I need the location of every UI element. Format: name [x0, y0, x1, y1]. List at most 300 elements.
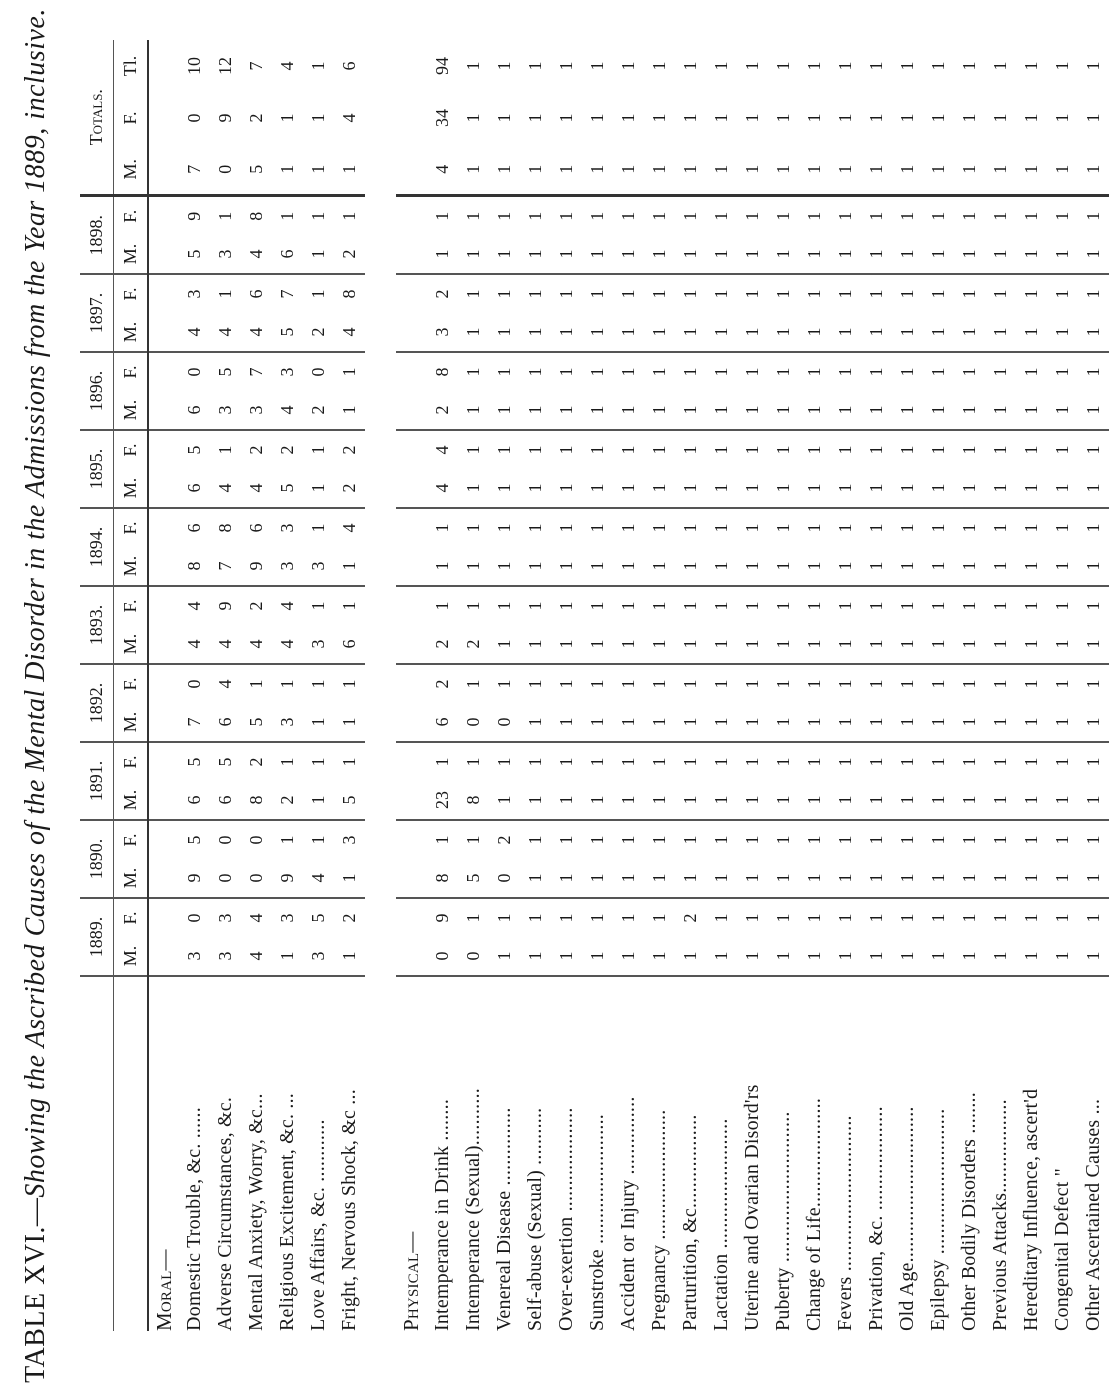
- value-cell: 5: [241, 144, 272, 196]
- value-cell: 1: [711, 289, 731, 299]
- value-cell: 3: [241, 391, 272, 430]
- value-cell: 0: [427, 937, 458, 976]
- value-cell: 1: [649, 913, 669, 923]
- table-head: [80, 40, 148, 1331]
- value-cell: 3: [303, 625, 334, 664]
- value-cell: 1: [525, 113, 545, 123]
- value-cell: 1: [768, 781, 799, 820]
- value-cell: 1: [1078, 859, 1109, 898]
- value-cell: 1: [737, 703, 768, 742]
- value-cell: 1: [1021, 679, 1041, 689]
- value-cell: 1: [489, 313, 520, 352]
- corner-cell-lower: [114, 976, 149, 1331]
- value-cell: 1: [830, 625, 861, 664]
- year-header: 1896.: [80, 352, 114, 430]
- value-cell: 7: [246, 61, 266, 71]
- empty-cell: [396, 937, 427, 976]
- value-cell: 1: [1021, 211, 1041, 221]
- value-cell: 4: [303, 859, 334, 898]
- value-cell: 34: [432, 109, 452, 127]
- value-cell: 1: [1083, 61, 1103, 71]
- value-cell: 1: [644, 703, 675, 742]
- total-female-header: F.: [114, 92, 149, 144]
- value-cell: 1: [830, 144, 861, 196]
- empty-cell: [148, 742, 179, 781]
- value-cell: 2: [432, 289, 452, 299]
- value-cell: 1: [706, 235, 737, 274]
- group-heading: Physical—: [399, 1231, 423, 1331]
- value-cell: 1: [1021, 523, 1041, 533]
- group-heading-row: [396, 40, 427, 1331]
- value-cell: 1: [954, 391, 985, 430]
- table-row: [737, 40, 768, 1331]
- value-cell: 1: [799, 144, 830, 196]
- value-cell: 4: [339, 523, 359, 533]
- year-header: 1890.: [80, 820, 114, 898]
- value-cell: 1: [830, 703, 861, 742]
- empty-cell: [396, 196, 427, 235]
- value-cell: 1: [520, 469, 551, 508]
- value-cell: 1: [520, 391, 551, 430]
- empty-cell: [148, 196, 179, 235]
- value-cell: 1: [799, 235, 830, 274]
- value-cell: 4: [272, 391, 303, 430]
- value-cell: 1: [525, 289, 545, 299]
- value-cell: 1: [711, 679, 731, 689]
- value-cell: 1: [587, 679, 607, 689]
- value-cell: 1: [618, 757, 638, 767]
- value-cell: 5: [184, 835, 204, 845]
- value-cell: 1: [928, 367, 948, 377]
- value-cell: 1: [706, 859, 737, 898]
- female-header: F.: [114, 352, 149, 391]
- table-row: [861, 40, 892, 1331]
- value-cell: 1: [1083, 211, 1103, 221]
- value-cell: 1: [556, 523, 576, 533]
- value-cell: 4: [179, 625, 210, 664]
- value-cell: 0: [210, 144, 241, 196]
- value-cell: 1: [706, 937, 737, 976]
- value-cell: 0: [458, 703, 489, 742]
- value-cell: 1: [706, 625, 737, 664]
- value-cell: 1: [928, 679, 948, 689]
- value-cell: 6: [210, 703, 241, 742]
- value-cell: 1: [773, 757, 793, 767]
- value-cell: 1: [804, 367, 824, 377]
- value-cell: 1: [1078, 781, 1109, 820]
- value-cell: 2: [246, 113, 266, 123]
- cause-label: Privation, &c. ....................: [865, 1106, 887, 1331]
- value-cell: 6: [179, 781, 210, 820]
- value-cell: 1: [308, 61, 328, 71]
- value-cell: 1: [1016, 937, 1047, 976]
- value-cell: 2: [272, 781, 303, 820]
- value-cell: 1: [644, 235, 675, 274]
- value-cell: 6: [210, 781, 241, 820]
- value-cell: 9: [179, 859, 210, 898]
- value-cell: 1: [768, 144, 799, 196]
- empty-cell: [396, 742, 427, 781]
- value-cell: 1: [861, 144, 892, 196]
- value-cell: 1: [835, 113, 855, 123]
- value-cell: 1: [587, 913, 607, 923]
- value-cell: 1: [897, 289, 917, 299]
- value-cell: 1: [830, 313, 861, 352]
- table-row: [644, 40, 675, 1331]
- table-row: [1016, 40, 1047, 1331]
- value-cell: 1: [835, 289, 855, 299]
- value-cell: 3: [272, 703, 303, 742]
- value-cell: 1: [861, 859, 892, 898]
- value-cell: 1: [737, 391, 768, 430]
- value-cell: 1: [928, 757, 948, 767]
- value-cell: 1: [1047, 625, 1078, 664]
- value-cell: 5: [184, 757, 204, 767]
- value-cell: 1: [525, 61, 545, 71]
- value-cell: 1: [334, 703, 365, 742]
- empty-cell: [148, 144, 179, 196]
- value-cell: 1: [308, 523, 328, 533]
- empty-cell: [396, 547, 427, 586]
- value-cell: 1: [303, 235, 334, 274]
- causes-table: [80, 40, 1109, 1331]
- value-cell: 1: [308, 757, 328, 767]
- value-cell: 1: [773, 61, 793, 71]
- value-cell: 1: [215, 211, 235, 221]
- value-cell: 2: [303, 391, 334, 430]
- value-cell: 9: [215, 113, 235, 123]
- value-cell: 1: [308, 113, 328, 123]
- value-cell: 1: [923, 625, 954, 664]
- value-cell: 1: [680, 757, 700, 767]
- table-row: [582, 40, 613, 1331]
- empty-cell: [396, 274, 427, 313]
- value-cell: 1: [432, 523, 452, 533]
- value-cell: 1: [830, 781, 861, 820]
- value-cell: 1: [928, 289, 948, 299]
- female-header: F.: [114, 742, 149, 781]
- value-cell: 4: [277, 61, 297, 71]
- value-cell: 1: [272, 937, 303, 976]
- value-cell: 1: [799, 313, 830, 352]
- value-cell: 1: [773, 835, 793, 845]
- value-cell: 1: [649, 601, 669, 611]
- value-cell: 1: [990, 211, 1010, 221]
- value-cell: 3: [184, 289, 204, 299]
- value-cell: 1: [990, 445, 1010, 455]
- value-cell: 1: [618, 523, 638, 533]
- value-cell: 2: [339, 445, 359, 455]
- value-cell: 1: [649, 679, 669, 689]
- cause-label: Hereditary Influence, ascert'd: [1020, 1088, 1042, 1331]
- value-cell: 1: [613, 391, 644, 430]
- value-cell: 6: [179, 469, 210, 508]
- value-cell: 1: [432, 835, 452, 845]
- value-cell: 1: [649, 367, 669, 377]
- value-cell: 5: [184, 445, 204, 455]
- cause-label: Uterine and Ovarian Disord'rs: [741, 1084, 763, 1331]
- value-cell: 1: [551, 859, 582, 898]
- value-cell: 1: [675, 625, 706, 664]
- year-header: 1898.: [80, 196, 114, 274]
- value-cell: 1: [804, 757, 824, 767]
- value-cell: 1: [551, 625, 582, 664]
- value-cell: 8: [241, 781, 272, 820]
- value-cell: 1: [551, 469, 582, 508]
- value-cell: 2: [427, 391, 458, 430]
- value-cell: 1: [799, 547, 830, 586]
- empty-cell: [396, 625, 427, 664]
- value-cell: 2: [246, 757, 266, 767]
- value-cell: 1: [525, 835, 545, 845]
- value-cell: 1: [525, 523, 545, 533]
- value-cell: 1: [1052, 289, 1072, 299]
- value-cell: 1: [892, 144, 923, 196]
- value-cell: 1: [959, 113, 979, 123]
- value-cell: 1: [587, 523, 607, 533]
- gap-cell: [365, 40, 396, 1331]
- table-row: [954, 40, 985, 1331]
- value-cell: 1: [1078, 144, 1109, 196]
- value-cell: 1: [618, 601, 638, 611]
- cause-label: Previous Attacks..................: [989, 1099, 1011, 1331]
- table-row: [830, 40, 861, 1331]
- value-cell: 1: [525, 757, 545, 767]
- sex-header-row: [114, 40, 149, 1331]
- table-row: [1078, 40, 1109, 1331]
- value-cell: 1: [897, 113, 917, 123]
- value-cell: 1: [618, 835, 638, 845]
- value-cell: 4: [334, 313, 365, 352]
- value-cell: 1: [551, 144, 582, 196]
- value-cell: 1: [587, 757, 607, 767]
- value-cell: 1: [277, 835, 297, 845]
- value-cell: 1: [1083, 289, 1103, 299]
- value-cell: 1: [618, 913, 638, 923]
- value-cell: 6: [427, 703, 458, 742]
- value-cell: 1: [954, 547, 985, 586]
- value-cell: 6: [246, 289, 266, 299]
- value-cell: 1: [923, 859, 954, 898]
- cause-label: Religious Excitement, &c. ...: [276, 1093, 298, 1331]
- value-cell: 1: [494, 601, 514, 611]
- empty-cell: [148, 937, 179, 976]
- value-cell: 1: [928, 211, 948, 221]
- value-cell: 1: [954, 781, 985, 820]
- table-row: [210, 40, 241, 1331]
- value-cell: 3: [215, 913, 235, 923]
- value-cell: 1: [742, 757, 762, 767]
- value-cell: 1: [892, 781, 923, 820]
- value-cell: 1: [711, 757, 731, 767]
- value-cell: 0: [308, 367, 328, 377]
- value-cell: 8: [215, 523, 235, 533]
- value-cell: 1: [897, 679, 917, 689]
- value-cell: 1: [680, 61, 700, 71]
- value-cell: 1: [587, 211, 607, 221]
- value-cell: 1: [768, 625, 799, 664]
- value-cell: 1: [892, 235, 923, 274]
- value-cell: 4: [241, 313, 272, 352]
- cause-label: Epilepsy ............................: [927, 1108, 949, 1331]
- value-cell: 1: [334, 144, 365, 196]
- table-caption: [20, 0, 52, 1391]
- empty-cell: [396, 430, 427, 469]
- value-cell: 1: [494, 757, 514, 767]
- value-cell: 1: [742, 679, 762, 689]
- value-cell: 1: [1047, 781, 1078, 820]
- value-cell: 1: [861, 547, 892, 586]
- value-cell: 1: [675, 313, 706, 352]
- table-row: [489, 40, 520, 1331]
- value-cell: 1: [427, 235, 458, 274]
- value-cell: 4: [427, 144, 458, 196]
- value-cell: 1: [215, 445, 235, 455]
- value-cell: 1: [768, 547, 799, 586]
- value-cell: 1: [954, 937, 985, 976]
- table-row: [799, 40, 830, 1331]
- value-cell: 1: [959, 211, 979, 221]
- value-cell: 1: [618, 445, 638, 455]
- value-cell: 1: [680, 211, 700, 221]
- value-cell: 1: [494, 679, 514, 689]
- value-cell: 2: [339, 913, 359, 923]
- value-cell: 1: [494, 211, 514, 221]
- value-cell: 4: [427, 469, 458, 508]
- year-header-row: [80, 40, 114, 1331]
- value-cell: 1: [866, 367, 886, 377]
- value-cell: 1: [892, 937, 923, 976]
- value-cell: 6: [334, 625, 365, 664]
- value-cell: 1: [742, 367, 762, 377]
- value-cell: 1: [551, 547, 582, 586]
- value-cell: 1: [494, 61, 514, 71]
- value-cell: 1: [985, 391, 1016, 430]
- female-header: F.: [114, 820, 149, 859]
- value-cell: 1: [773, 367, 793, 377]
- value-cell: 1: [923, 469, 954, 508]
- value-cell: 1: [649, 113, 669, 123]
- value-cell: 1: [489, 547, 520, 586]
- cause-label: Change of Life.....................: [803, 1097, 825, 1331]
- empty-cell: [148, 547, 179, 586]
- value-cell: 1: [520, 144, 551, 196]
- value-cell: 1: [277, 679, 297, 689]
- value-cell: 1: [649, 61, 669, 71]
- value-cell: 1: [463, 523, 483, 533]
- value-cell: 1: [613, 144, 644, 196]
- table-number: TABLE XVI.: [20, 1226, 51, 1383]
- value-cell: 1: [830, 391, 861, 430]
- value-cell: 1: [520, 235, 551, 274]
- value-cell: 1: [866, 757, 886, 767]
- value-cell: 1: [1052, 113, 1072, 123]
- value-cell: 1: [1021, 835, 1041, 845]
- value-cell: 4: [241, 469, 272, 508]
- male-header: M.: [114, 703, 149, 742]
- value-cell: 4: [179, 313, 210, 352]
- value-cell: 23: [427, 781, 458, 820]
- value-cell: 5: [458, 859, 489, 898]
- value-cell: 1: [706, 547, 737, 586]
- value-cell: 1: [551, 313, 582, 352]
- value-cell: 2: [432, 679, 452, 689]
- value-cell: 1: [954, 859, 985, 898]
- value-cell: 1: [1078, 937, 1109, 976]
- empty-cell: [396, 235, 427, 274]
- value-cell: 3: [210, 235, 241, 274]
- value-cell: 1: [551, 391, 582, 430]
- cause-label: Accident or Injury ...............: [617, 1096, 639, 1331]
- value-cell: 1: [675, 235, 706, 274]
- value-cell: 0: [241, 859, 272, 898]
- value-cell: 1: [835, 367, 855, 377]
- value-cell: 1: [897, 367, 917, 377]
- value-cell: 1: [959, 289, 979, 299]
- empty-cell: [148, 40, 179, 92]
- value-cell: 1: [768, 235, 799, 274]
- value-cell: 1: [644, 144, 675, 196]
- value-cell: 1: [458, 144, 489, 196]
- value-cell: 1: [954, 703, 985, 742]
- value-cell: 1: [613, 547, 644, 586]
- value-cell: 1: [582, 547, 613, 586]
- value-cell: 1: [432, 211, 452, 221]
- value-cell: 1: [1078, 313, 1109, 352]
- cause-label: Pregnancy .........................: [648, 1109, 670, 1331]
- value-cell: 1: [835, 445, 855, 455]
- value-cell: 1: [520, 859, 551, 898]
- value-cell: 1: [799, 625, 830, 664]
- empty-cell: [148, 664, 179, 703]
- value-cell: 1: [675, 547, 706, 586]
- value-cell: 3: [277, 913, 297, 923]
- value-cell: 1: [954, 144, 985, 196]
- empty-cell: [148, 430, 179, 469]
- value-cell: 9: [432, 913, 452, 923]
- value-cell: 1: [737, 781, 768, 820]
- value-cell: 1: [990, 61, 1010, 71]
- value-cell: 1: [742, 835, 762, 845]
- value-cell: 1: [582, 937, 613, 976]
- table-row: [551, 40, 582, 1331]
- year-header: 1895.: [80, 430, 114, 508]
- value-cell: 7: [179, 144, 210, 196]
- value-cell: 1: [1052, 679, 1072, 689]
- value-cell: 1: [804, 61, 824, 71]
- value-cell: 1: [525, 445, 545, 455]
- value-cell: 1: [892, 313, 923, 352]
- value-cell: 1: [897, 211, 917, 221]
- value-cell: 1: [551, 781, 582, 820]
- table-row: [675, 40, 706, 1331]
- value-cell: 1: [525, 601, 545, 611]
- empty-cell: [396, 586, 427, 625]
- value-cell: 1: [1016, 859, 1047, 898]
- value-cell: 1: [1083, 601, 1103, 611]
- male-header: M.: [114, 937, 149, 976]
- value-cell: 1: [680, 679, 700, 689]
- table-row: [179, 40, 210, 1331]
- value-cell: 1: [1016, 144, 1047, 196]
- value-cell: 1: [706, 781, 737, 820]
- value-cell: 8: [246, 211, 266, 221]
- caption-dash: —: [20, 1197, 51, 1227]
- value-cell: 1: [551, 937, 582, 976]
- empty-cell: [396, 40, 427, 92]
- value-cell: 1: [861, 235, 892, 274]
- table-row: [985, 40, 1016, 1331]
